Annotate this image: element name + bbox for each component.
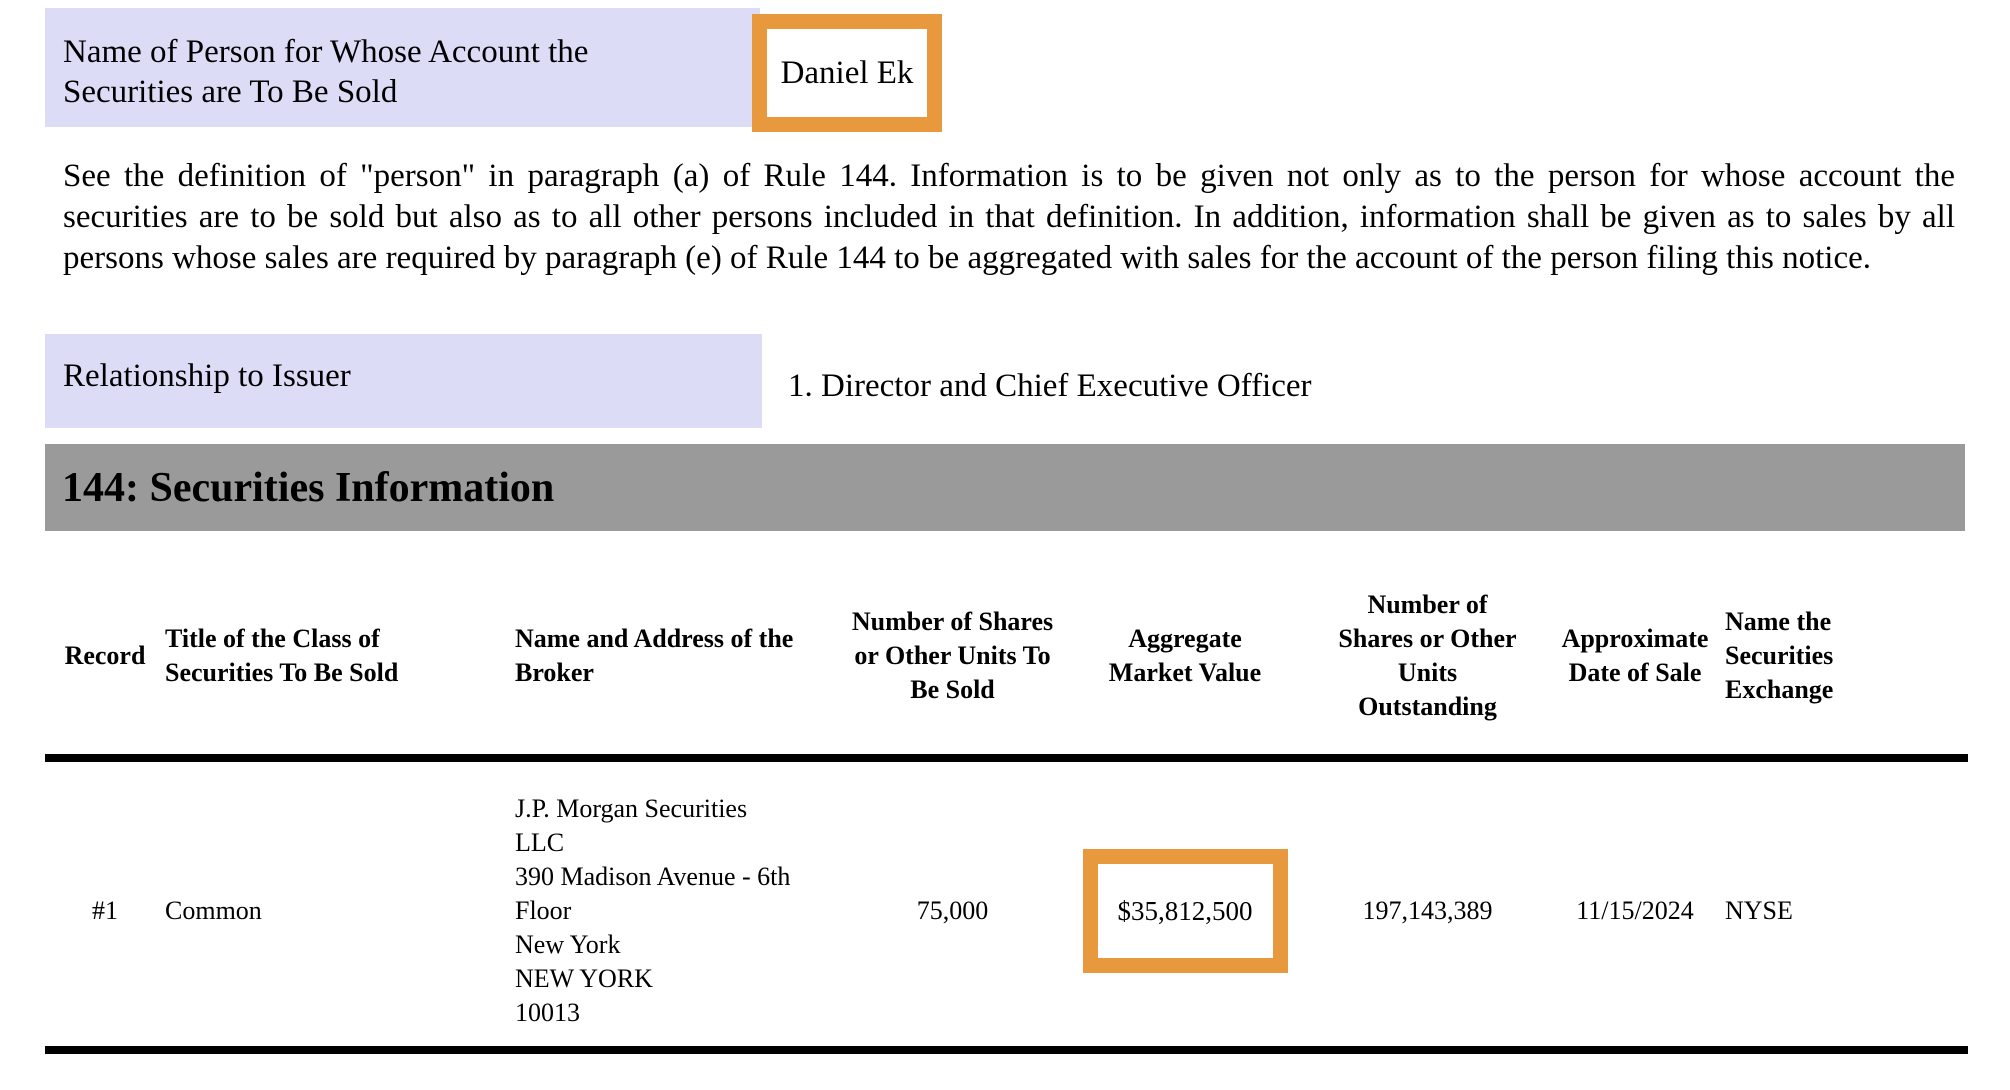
person-name-value: Daniel Ek <box>780 54 914 91</box>
relationship-value: 1. Director and Chief Executive Officer <box>788 368 1312 404</box>
broker-address-line: NEW YORK <box>515 964 653 993</box>
cell-exchange: NYSE <box>1725 758 1968 1050</box>
broker-address-line: New York <box>515 930 621 959</box>
broker-address-line: 390 Madison Avenue - 6th <box>515 862 791 891</box>
broker-address-line: Floor <box>515 896 572 925</box>
column-header-shares-to-sell: Number of Shares or Other Units To Be Sold <box>845 560 1060 758</box>
column-header-date-of-sale: Approximate Date of Sale <box>1545 560 1725 758</box>
relationship-field-label-box <box>45 334 762 428</box>
relationship-field-label: Relationship to Issuer <box>63 358 351 394</box>
rule-144-person-definition-note: See the definition of "person" in paragraph (a) of Rule 144. Information is to be given not only as to the person for whose account the securities are to be sold but also as to all other persons included in that definition. In addition, information shall be given as to sales by all persons whose sales are required by paragraph (e) of Rule 144 to be aggregated with sales for the account of the person filing this notice. <box>63 158 1955 276</box>
cell-aggregate-market-value <box>1060 758 1310 1050</box>
securities-table-header-row <box>45 560 1968 758</box>
securities-table <box>45 560 1968 1054</box>
column-header-broker: Name and Address of the Broker <box>515 560 845 758</box>
broker-address-line: 10013 <box>515 998 580 1027</box>
person-field-label: Name of Person for Whose Account the Securities are To Be Sold <box>63 34 589 110</box>
securities-information-section-header <box>45 444 1965 531</box>
column-header-aggregate-market-value: Aggregate Market Value <box>1060 560 1310 758</box>
section-header-title: 144: Securities Information <box>62 464 555 511</box>
column-header-exchange: Name the Securities Exchange <box>1725 560 1968 758</box>
column-header-record: Record <box>45 560 165 758</box>
aggregate-market-value-annotation-box <box>1083 849 1288 973</box>
cell-shares-to-sell: 75,000 <box>845 758 1060 1050</box>
column-header-title-class: Title of the Class of Securities To Be Sold <box>165 560 515 758</box>
broker-address-line: LLC <box>515 828 565 857</box>
cell-broker-address <box>515 758 845 1050</box>
cell-title-class: Common <box>165 758 515 1050</box>
cell-date-of-sale: 11/15/2024 <box>1545 758 1725 1050</box>
cell-record: #1 <box>45 758 165 1050</box>
column-header-units-outstanding: Number of Shares or Other Units Outstanding <box>1310 560 1545 758</box>
person-name-annotation-box <box>752 14 942 132</box>
person-field-label-box <box>45 8 760 127</box>
broker-address-line: J.P. Morgan Securities <box>515 794 748 823</box>
aggregate-market-value: $35,812,500 <box>1117 896 1253 926</box>
securities-table-row <box>45 758 1968 1050</box>
cell-units-outstanding: 197,143,389 <box>1310 758 1545 1050</box>
